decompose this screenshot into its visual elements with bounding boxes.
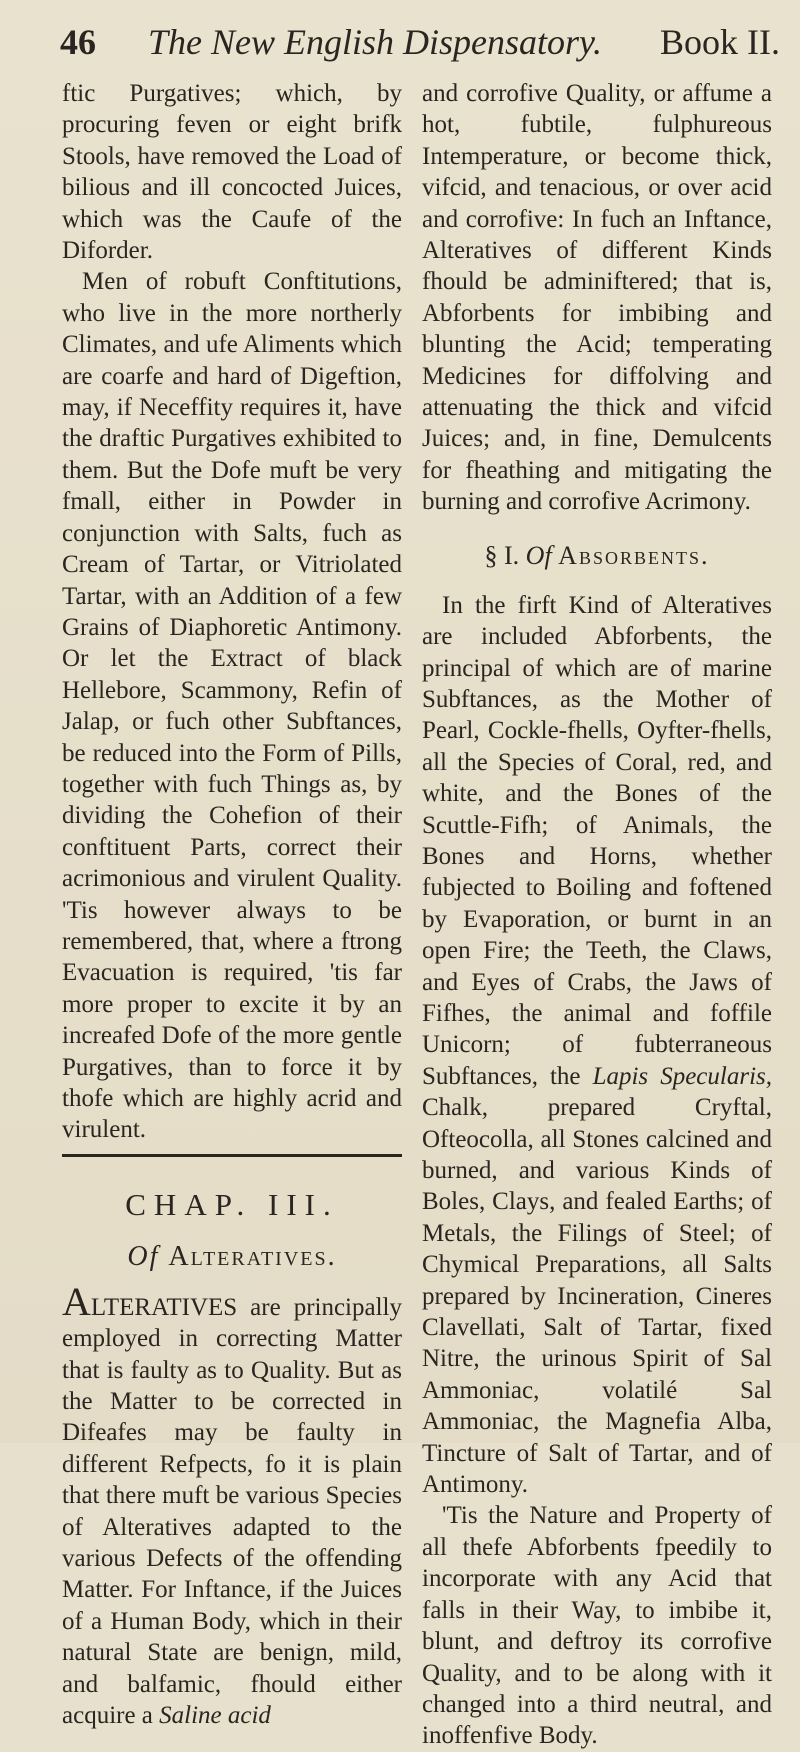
left-column (62, 78, 402, 1732)
left-paragraph-3 (62, 1278, 402, 1732)
left-paragraph-1: ftic Purgatives; which, by procuring feven or eight brifk Stools, have removed the Load of bilious and ill concocted Juices, which was the Caufe of the Diforder. (62, 80, 402, 265)
section-label: § I. (484, 540, 520, 570)
chapter-subheading-title: Alteratives. (168, 1240, 337, 1272)
right-paragraph-3: 'Tis the Nature and Property of all thefe Abforbents fpeedily to incorporate with any Acid that falls in their Way, to imbibe it, blunt, and deftroy its corrofive Quality, and to be along with it changed into a third neutral, and inoffenfive Body. (422, 1502, 772, 1750)
left-paragraph-2: Men of robuft Conftitutions, who live in the more northerly Climates, and ufe Aliments which are coarfe and hard of Digeftion, may, if Neceffity requires it, have the draftic Purgatives exhibited to them. But the Dofe muft be very fmall, either in Powder in conjunction with Salts, fuch as Cream of Tartar, or Vitriolated Tartar, with an Addition of a few Grains of Diaphoretic Antimony. Or let the Extract of black Hellebore, Scammony, Refin of Jalap, or fuch other Subftances, be reduced into the Form of Pills, together with fuch Things as, by dividing the Cohefion of their conftituent Parts, correct their acrimonious and virulent Quality. 'Tis however always to be remembered, that, where a ftrong Evacuation is required, 'tis far more proper to excite it by an increafed Dofe of the more gentle Purgatives, than to force it by thofe which are highly acrid and virulent. (62, 268, 402, 1144)
chapter-divider (62, 1154, 402, 1157)
page-header (60, 14, 780, 70)
section-title: Absorbents. (558, 540, 710, 570)
right-paragraph-2a: In the firft Kind of Alteratives are included Abforbents, the principal of which are of marine Subftances, as the Mother of Pearl, Cockle-fhells, Oyfter-fhells, all the Species of Coral, red, and white, and the Bones of the Scuttle-Fifh; of Animals, the Bones and Horns, whether fubjected to Boiling and foftened by Evaporation, or burnt in an open Fire; the Teeth, the Claws, and Eyes of Crabs, the Jaws of Fifhes, the animal and foffile Unicorn; of fubterraneous Subftances, the (422, 591, 772, 1090)
book-label: Book II. (660, 22, 780, 62)
right-paragraph-2 (422, 590, 772, 1501)
running-title: The New English Dispensatory. (148, 22, 603, 62)
left-paragraph-3-italic: Saline acid (159, 1702, 271, 1730)
right-paragraph-1: and corrofive Quality, or affume a hot, fubtile, fulphureous Intemperature, or become thick, vifcid, and tenacious, or over acid and corrofive: In fuch an Inftance, Alteratives of different Kinds fhould be adminiftered; that is, Abforbents for imbibing and blunting the Acid; temperating Medicines for diffolving and attenuating the thick and vifcid Juices; and, in fine, Demulcents for fheathing and mitigating the burning and corrofive Acrimony. (422, 80, 772, 516)
section-heading (422, 536, 772, 576)
chapter-subheading (62, 1235, 402, 1279)
right-paragraph-2b: Chalk, prepared Cryftal, Ofteocolla, all Stones calcined and burned, and various Kinds of Boles, Clays, and fealed Earths; of Metals, the Filings of Steel; of Chymical Preparations, all Salts prepared by Incineration, Cineres Clavellati, Salt of Tartar, fixed Nitre, the urinous Spirit of Sal Ammoniac, volatilé Sal Ammoniac, the Magnefia Alba, Tincture of Salt of Tartar, and of Antimony. (422, 1094, 772, 1499)
chapter-subheading-prefix: Of (127, 1240, 160, 1272)
right-column (422, 78, 772, 1752)
page-number: 46 (60, 22, 96, 62)
left-paragraph-3-text: LTERATIVES are principally employed in correcting Matter that is faulty as to Quality. But as the Matter to be corrected in Difeafes may be faulty in different Refpects, fo it is plain that there muft be various Species of Alteratives adapted to the various Defects of the offending Matter. For Inftance, if the Juices of a Human Body, which in their natural State are benign, mild, and balfamic, fhould either acquire a (62, 1293, 402, 1730)
right-paragraph-2-italic: Lapis Specularis, (592, 1062, 772, 1090)
section-prefix: Of (525, 540, 552, 570)
drop-cap: A (62, 1278, 91, 1324)
chapter-heading: CHAP. III. (125, 1186, 339, 1222)
